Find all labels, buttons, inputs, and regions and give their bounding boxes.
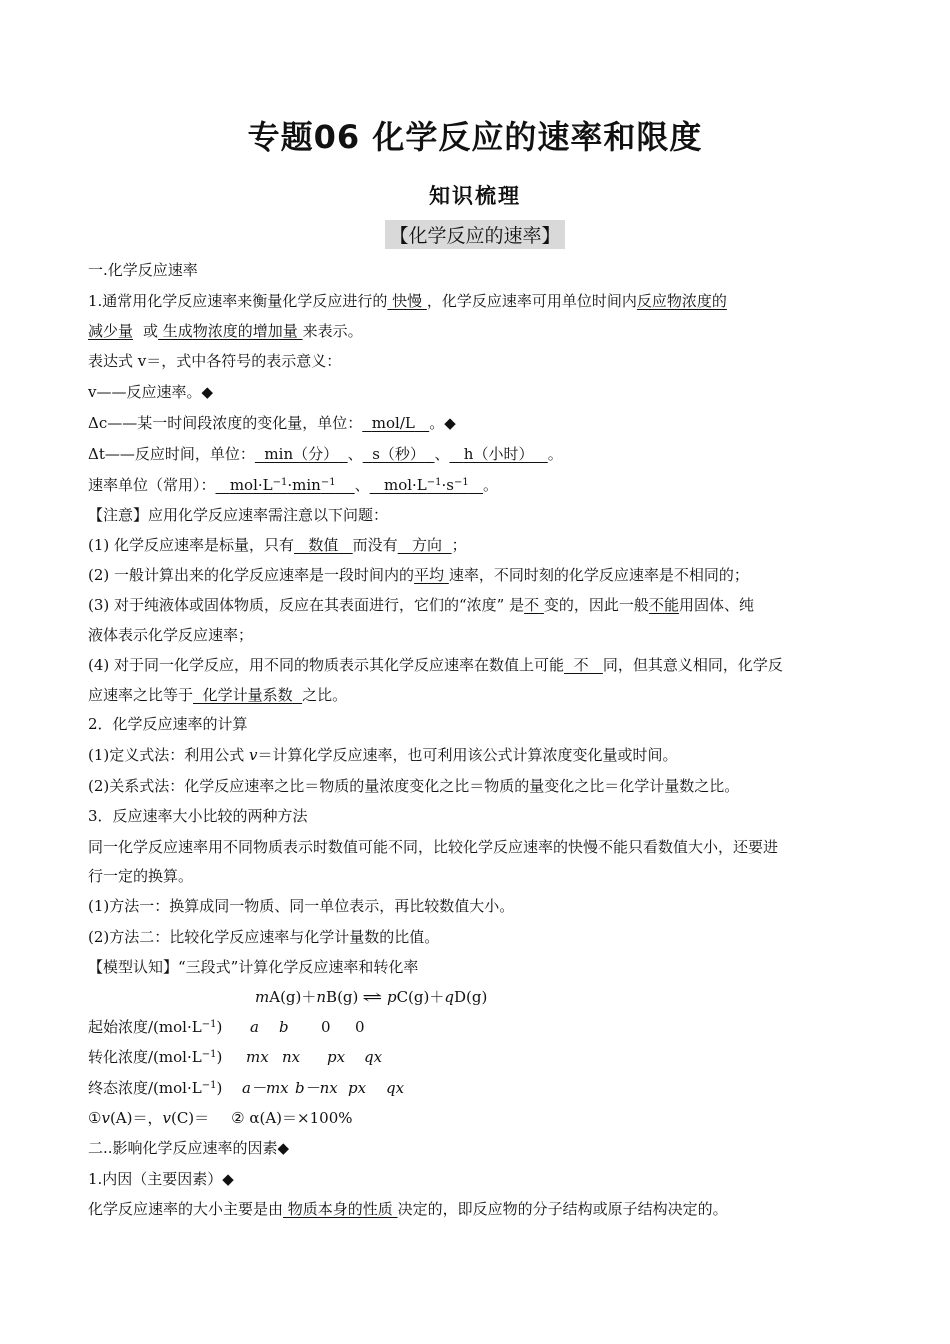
blank-pingjun: 平均 [414, 566, 445, 584]
compare-paragraph-line-1: 同一化学反应速率用不同物质表示时数值可能不同，比较化学反应速率的快慢不能只看数值大小，还要进 [88, 838, 779, 856]
note-4-line-2: 应速率之比等于 化学计量系数 之比。 [88, 686, 348, 704]
paragraph-1-line-2: 减少量 或 生成物浓度的增加量 来表示。 [88, 322, 363, 340]
blank-buneng: 不能 [648, 596, 679, 614]
compare-paragraph-line-2: 行一定的换算。 [88, 867, 194, 885]
blank-fangxiang: 方向 [412, 536, 443, 554]
section-heading-calc: 2．化学反应速率的计算 [88, 715, 248, 733]
note-3-line-2: 液体表示化学反应速率； [88, 626, 254, 644]
blank-bu-2: 不 [573, 656, 589, 674]
blank-reactant-part2: 减少量 [88, 322, 134, 340]
blank-dt-s: s（秒） [372, 445, 425, 463]
section-heading-compare: 3．反应速率大小比较的两种方法 [88, 807, 308, 825]
blank-bu-1: 不 [524, 596, 540, 614]
reaction-equation: mA(g)＋nB(g) ⇌ pC(g)＋qD(g) [255, 988, 488, 1006]
three-step-row-change: 转化浓度$/(mol\cdot L^{-1})$ mx nx px qx [88, 1048, 383, 1066]
blank-unit-s: $mol\cdot L^{-1}\cdot s^{-1}$ [383, 476, 469, 494]
blank-reactant-part1: 反应物浓度的 [636, 292, 727, 310]
rate-conversion-formula: ①v(A)＝，v(C)＝ ② α(A)＝×100% [88, 1109, 353, 1127]
blank-dt-h: h（小时） [463, 445, 534, 463]
inner-factor-heading: 1.内因（主要因素）◆ [88, 1170, 234, 1188]
page-title: 专题06 化学反应的速率和限度 [247, 118, 703, 156]
section-heading-2: 二..影响化学反应速率的因素◆ [88, 1139, 290, 1157]
blank-jiliang: 化学计量系数 [202, 686, 293, 704]
three-step-row-final: 终态浓度$/(mol\cdot L^{-1})$ a－mx b－nx px qx [88, 1079, 405, 1097]
blank-product: 生成物浓度的增加量 [158, 322, 303, 340]
calc-method-1: (1)定义式法：利用公式 v＝计算化学反应速率，也可利用该公式计算浓度变化量或时间。 [88, 746, 678, 764]
blank-unit-min: $mol\cdot L^{-1}\cdot\min^{-1}$ [229, 476, 336, 494]
v-definition: v——反应速率。◆ [88, 383, 214, 401]
note-4-line-1: (4) 对于同一化学反应，用不同的物质表示其化学反应速率在数值上可能 不 同，但其意义相同，化学反 [88, 656, 783, 674]
compare-method-1: (1)方法一：换算成同一物质、同一单位表示，再比较数值大小。 [88, 897, 515, 915]
section-heading-1: 一.化学反应速率 [88, 261, 198, 279]
blank-kuaiman: 快慢 [387, 292, 427, 310]
three-step-row-initial: 起始浓度$/(mol\cdot L^{-1})$ a b 0 0 [88, 1018, 365, 1036]
note-2: (2) 一般计算出来的化学反应速率是一段时间内的平均 速率，不同时刻的化学反应速率是不相同的； [88, 566, 749, 584]
paragraph-1-line-1: 1.通常用化学反应速率来衡量化学反应进行的 快慢 ，化学反应速率可用单位时间内反应物浓度的 [88, 292, 727, 310]
section-banner-wrap [0, 220, 950, 249]
calc-method-2: (2)关系式法：化学反应速率之比＝物质的量浓度变化之比＝物质的量变化之比＝化学计量数之比。 [88, 777, 740, 795]
blank-dc-unit: mol/L [371, 414, 415, 432]
page-subtitle: 知识梳理 [429, 183, 521, 208]
note-3-line-1: (3) 对于纯液体或固体物质，反应在其表面进行，它们的“浓度” 是不 变的，因此一般不能用固体、纯 [88, 596, 754, 614]
equilibrium-arrow-icon: ⇌ [362, 988, 383, 1006]
blank-dt-min: min（分） [264, 445, 339, 463]
rate-unit-line: 速率单位（常用）： $mol\cdot L^{-1}\cdot\min^{-1}$ 、 $mol\cdot L^{-1}\cdot s^{-1}$ 。 [88, 476, 499, 494]
dc-definition: Δc——某一时间段浓度的变化量，单位： mol/L 。◆ [88, 414, 456, 432]
blank-shuzhi: 数值 [308, 536, 339, 554]
inner-factor-paragraph: 化学反应速率的大小主要是由 物质本身的性质 决定的，即反应物的分子结构或原子结构决定的。 [88, 1200, 728, 1218]
blank-nature: 物质本身的性质 [283, 1200, 398, 1218]
expression-line: 表达式 v＝，式中各符号的表示意义： [88, 352, 342, 370]
dt-definition: Δt——反应时间，单位： min（分） 、 s（秒） 、 h（小时） 。 [88, 445, 563, 463]
section-banner: 【化学反应的速率】 [385, 220, 564, 249]
compare-method-2: (2)方法二：比较化学反应速率与化学计量数的比值。 [88, 928, 440, 946]
model-heading: 【模型认知】“三段式”计算化学反应速率和转化率 [88, 958, 419, 976]
note-heading: 【注意】应用化学反应速率需注意以下问题： [88, 506, 389, 524]
note-1: (1) 化学反应速率是标量，只有 数值 而没有 方向 ； [88, 536, 467, 554]
